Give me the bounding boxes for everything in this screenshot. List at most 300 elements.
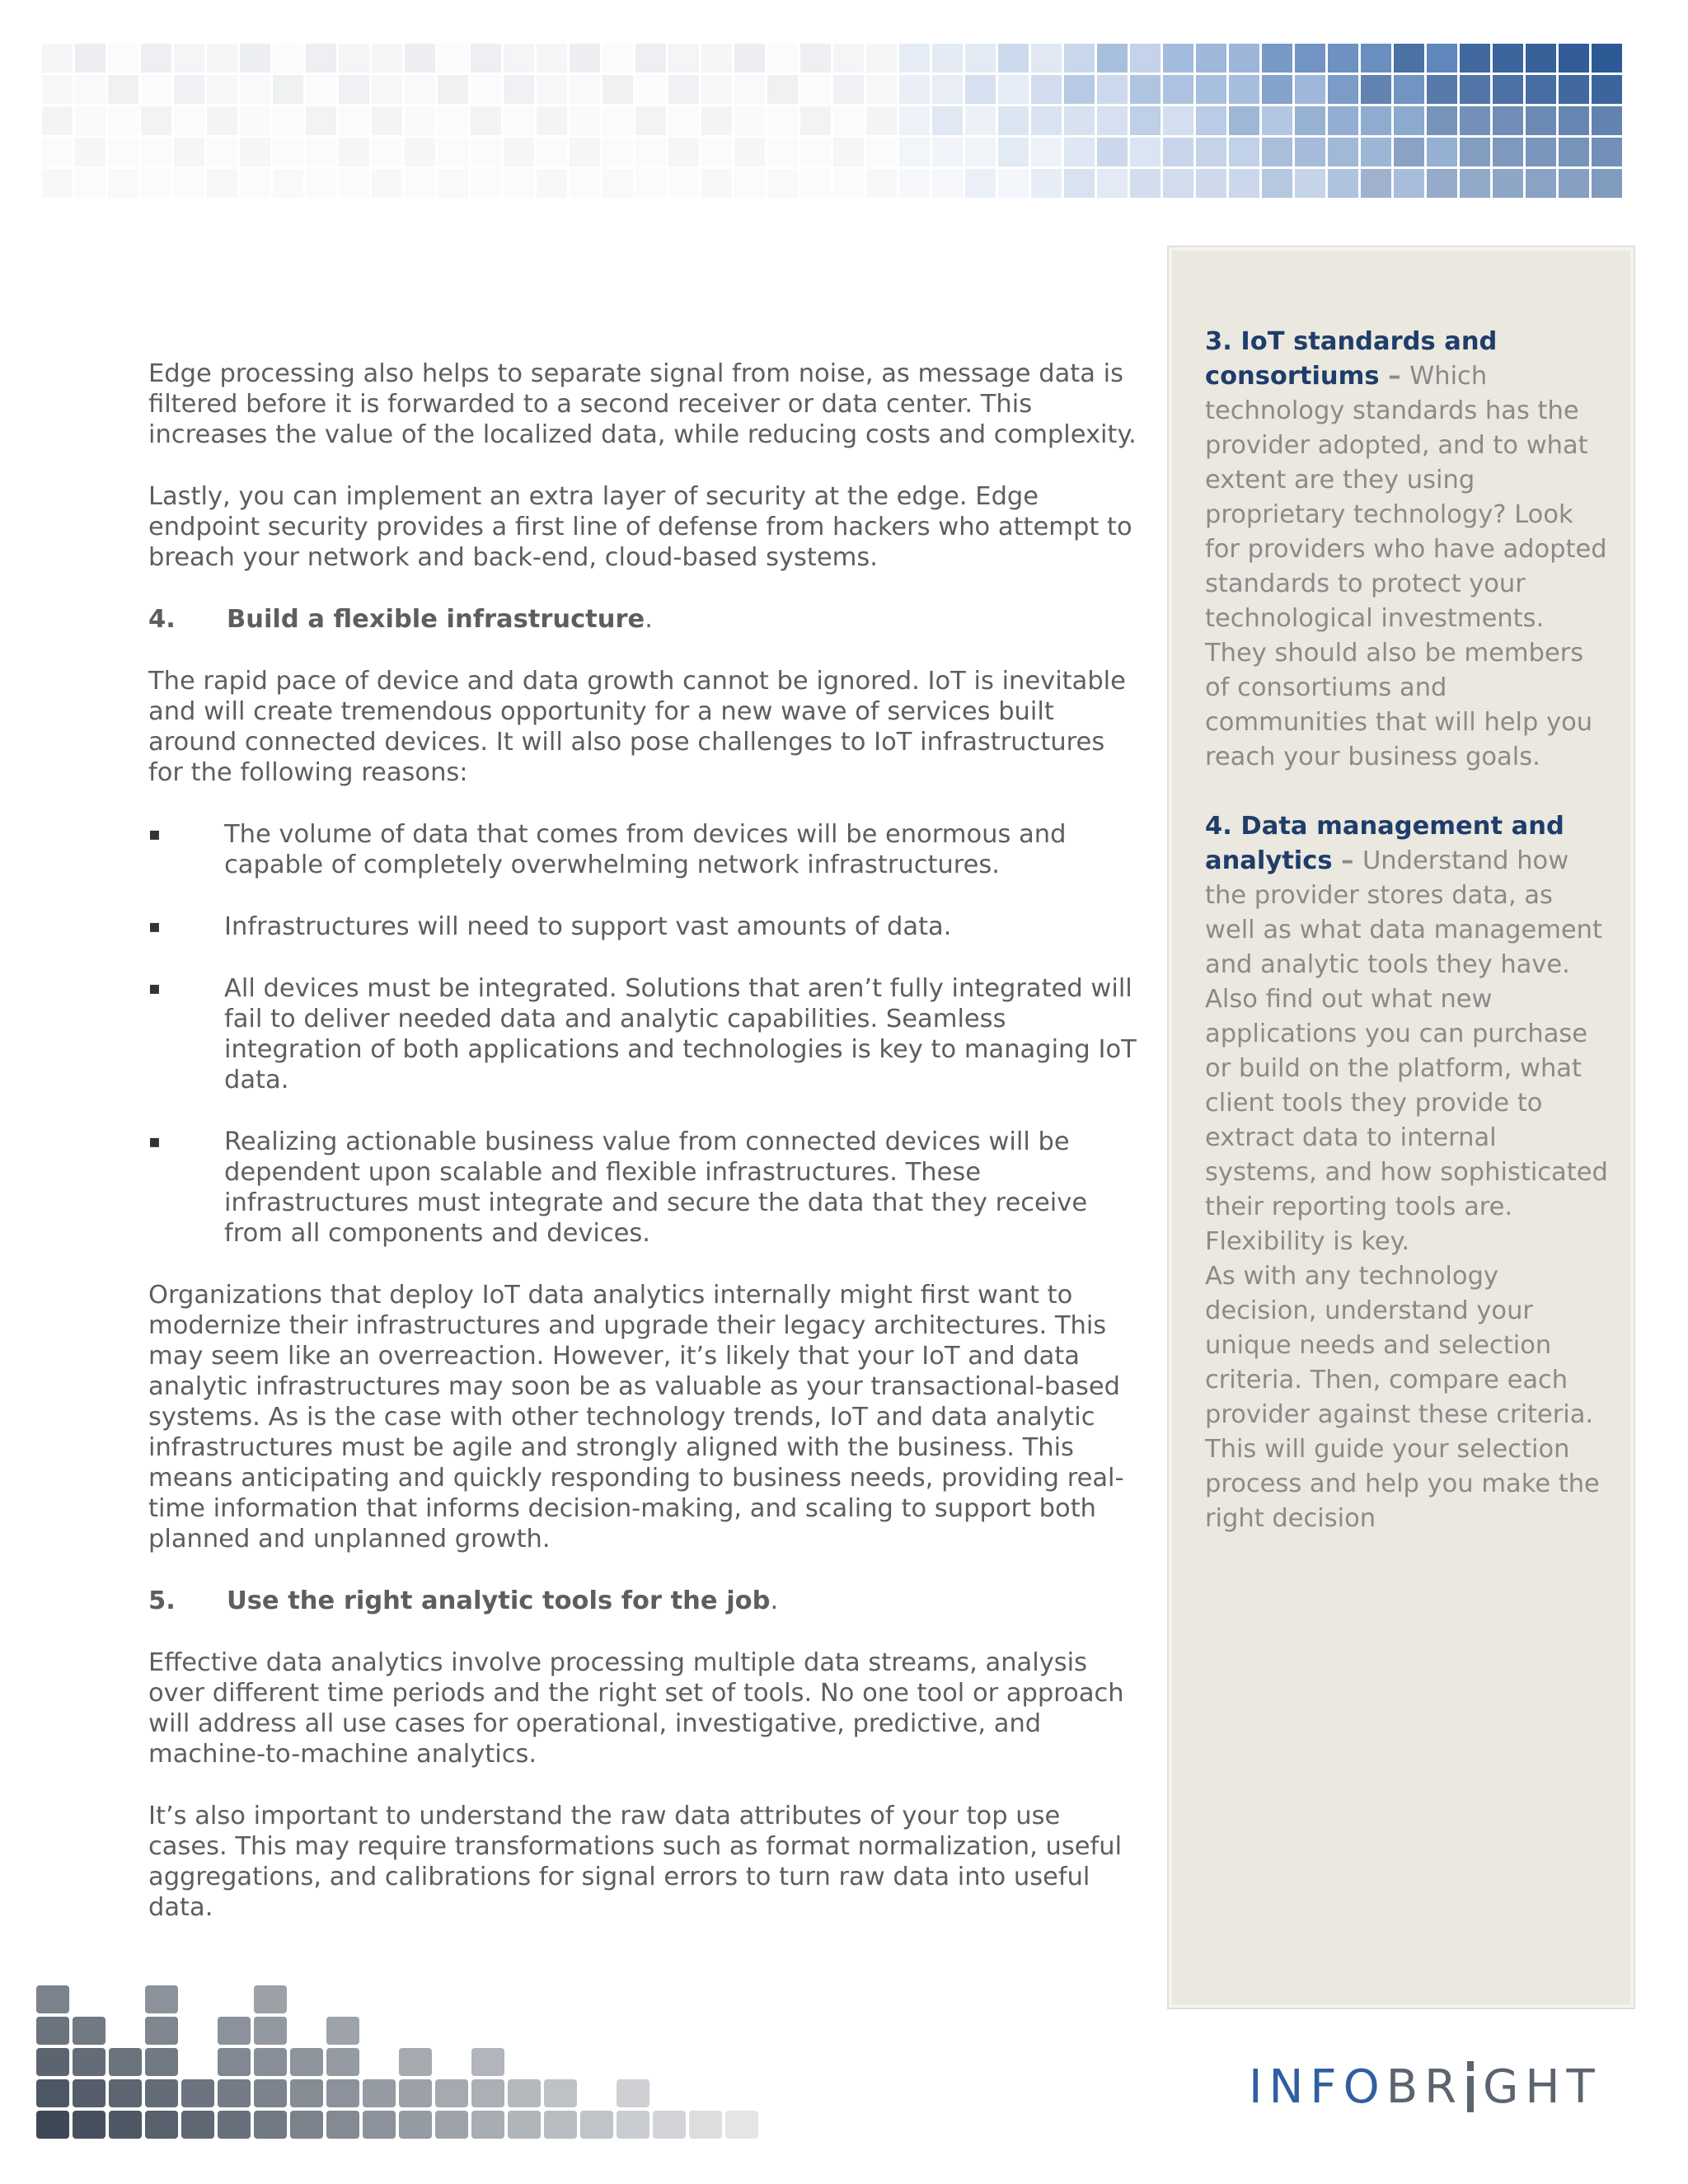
- header-tile: [701, 169, 732, 198]
- header-tile: [866, 169, 897, 198]
- article-body: [148, 359, 1137, 1954]
- header-tile: [1196, 44, 1226, 73]
- footer-tile: [471, 2079, 504, 2107]
- section-number: 5.: [148, 1586, 176, 1615]
- header-tile: [734, 138, 765, 166]
- sidebar-item-body: Understand how the provider stores data, as well as what data management and analytic tools they have. Also find out what new applications you can purchase or build on the platform, what client tools they provide to extract data to internal systems, and how sophisticated their reporting tools are. Flexibility is key.: [1205, 846, 1608, 1256]
- header-tile: [471, 75, 501, 104]
- header-tile: [1361, 169, 1391, 198]
- section-title: Use the right analytic tools for the job: [227, 1586, 771, 1615]
- header-tile: [1526, 75, 1556, 104]
- header-tile: [405, 138, 435, 166]
- header-tile: [1592, 169, 1622, 198]
- list-item: [148, 973, 1137, 1095]
- sidebar-item-data-management: [1205, 809, 1609, 1259]
- header-tile: [372, 75, 402, 104]
- header-tile: [108, 106, 138, 135]
- header-tile: [899, 169, 930, 198]
- header-tile: [207, 106, 237, 135]
- header-tile: [207, 169, 237, 198]
- header-tile: [1427, 106, 1457, 135]
- header-tile: [1163, 138, 1193, 166]
- list-item: [148, 819, 1137, 880]
- header-tile: [273, 169, 303, 198]
- header-tile: [1559, 44, 1589, 73]
- header-tile: [1130, 106, 1160, 135]
- header-tile: [635, 138, 666, 166]
- header-tile: [306, 106, 336, 135]
- header-tile: [1064, 138, 1095, 166]
- header-tile: [833, 44, 864, 73]
- header-tile: [701, 106, 732, 135]
- header-tile: [1460, 106, 1490, 135]
- header-tile: [504, 138, 534, 166]
- list-item-text: Realizing actionable business value from connected devices will be dependent upon scalable and flexible infrastructures. These infrastructures must integrate and secure the data that they receive from all components and devices.: [224, 1127, 1088, 1248]
- header-tile: [108, 138, 138, 166]
- footer-tile: [109, 2111, 142, 2139]
- header-tile: [273, 75, 303, 104]
- header-tile: [1427, 169, 1457, 198]
- header-tile: [833, 75, 864, 104]
- header-tile: [1064, 106, 1095, 135]
- list-item: [148, 912, 1137, 942]
- logo-i-mark-icon: [1465, 2061, 1476, 2107]
- header-tile: [1196, 75, 1226, 104]
- header-tile: [1097, 138, 1128, 166]
- footer-tile: [36, 2111, 69, 2139]
- header-tile: [932, 138, 963, 166]
- header-tile: [1361, 44, 1391, 73]
- footer-tile: [254, 1985, 287, 2013]
- header-tile: [1031, 44, 1062, 73]
- list-item-text: Infrastructures will need to support vast amounts of data.: [224, 912, 952, 941]
- header-tile: [1559, 169, 1589, 198]
- list-item-text: The volume of data that comes from devices will be enormous and capable of completely overwhelming network infrastructures.: [224, 820, 1067, 879]
- footer-tile: [326, 2017, 359, 2045]
- header-tile: [1163, 169, 1193, 198]
- header-tile: [1361, 138, 1391, 166]
- header-tile: [932, 169, 963, 198]
- footer-tile: [399, 2111, 432, 2139]
- footer-tile: [617, 2079, 649, 2107]
- header-tile: [603, 169, 633, 198]
- footer-tile: [326, 2111, 359, 2139]
- header-tile: [767, 75, 798, 104]
- header-tile: [965, 44, 996, 73]
- header-tile: [800, 75, 831, 104]
- header-tile: [965, 106, 996, 135]
- header-tile: [1592, 106, 1622, 135]
- header-tile: [1592, 138, 1622, 166]
- header-tile: [603, 138, 633, 166]
- header-tile: [1130, 75, 1160, 104]
- header-tile: [108, 169, 138, 198]
- header-tile: [339, 75, 369, 104]
- header-tile: [174, 138, 204, 166]
- footer-tile: [145, 1985, 178, 2013]
- footer-tile: [725, 2111, 758, 2139]
- footer-tile: [544, 2079, 577, 2107]
- footer-tile: [290, 2111, 323, 2139]
- header-tile: [273, 106, 303, 135]
- header-tile: [1493, 106, 1523, 135]
- footer-tile: [36, 2079, 69, 2107]
- header-tile: [504, 169, 534, 198]
- header-tile: [1295, 138, 1325, 166]
- footer-code-banner: [33, 1982, 775, 2147]
- infobright-logo: [1249, 2060, 1601, 2114]
- header-tile: [537, 106, 567, 135]
- header-tile: [767, 106, 798, 135]
- header-tile: [240, 138, 270, 166]
- header-tile: [1394, 44, 1424, 73]
- header-tile: [306, 75, 336, 104]
- header-tile: [570, 106, 600, 135]
- header-tile: [1295, 106, 1325, 135]
- bullet-icon: ▪: [148, 824, 161, 845]
- sidebar-closing: As with any technology decision, understand your unique needs and selection criteria. Then, compare each provider against these criteria. This will guide your selection process and help you make the right decision: [1205, 1262, 1600, 1533]
- header-tile: [866, 106, 897, 135]
- header-tile: [1262, 75, 1292, 104]
- header-tile: [899, 44, 930, 73]
- header-tile: [734, 106, 765, 135]
- header-tile: [833, 106, 864, 135]
- header-tile: [1031, 138, 1062, 166]
- paragraph-raw-data: It’s also important to understand the raw data attributes of your top use cases. This may require transformations such as format normalization, useful aggregations, and calibrations for signal errors to turn raw data into useful data.: [148, 1802, 1123, 1922]
- footer-tile: [363, 2079, 396, 2107]
- header-tile: [1097, 44, 1128, 73]
- header-tile: [438, 44, 468, 73]
- header-tile: [1097, 106, 1128, 135]
- header-tile: [537, 44, 567, 73]
- bullet-icon: ▪: [148, 1132, 161, 1152]
- section-heading-5: [148, 1586, 1137, 1616]
- sidebar-dash: –: [1332, 846, 1362, 875]
- bullet-icon: ▪: [148, 916, 161, 937]
- header-tile: [899, 138, 930, 166]
- header-tile: [504, 106, 534, 135]
- header-tile: [405, 75, 435, 104]
- sidebar-box: [1169, 247, 1634, 2008]
- footer-tile: [544, 2111, 577, 2139]
- header-tile: [1130, 169, 1160, 198]
- header-tile: [471, 44, 501, 73]
- section-title-period: .: [770, 1586, 779, 1615]
- header-tile: [339, 44, 369, 73]
- header-tile: [273, 44, 303, 73]
- header-tile: [603, 44, 633, 73]
- header-tile: [668, 169, 699, 198]
- header-tile: [174, 169, 204, 198]
- footer-tile: [73, 2017, 106, 2045]
- header-tile: [1295, 169, 1325, 198]
- header-tile: [1064, 44, 1095, 73]
- header-tile: [207, 44, 237, 73]
- header-tile: [42, 44, 73, 73]
- footer-tile: [435, 2111, 468, 2139]
- header-tile: [1394, 169, 1424, 198]
- sidebar-dash: –: [1379, 362, 1410, 391]
- header-tile: [1559, 75, 1589, 104]
- header-tile: [537, 75, 567, 104]
- header-tile: [108, 44, 138, 73]
- header-tile: [668, 75, 699, 104]
- footer-tile: [653, 2111, 686, 2139]
- footer-tile: [218, 2017, 251, 2045]
- header-tile: [1031, 106, 1062, 135]
- footer-tile: [508, 2079, 541, 2107]
- header-tile: [1460, 169, 1490, 198]
- header-tile: [833, 138, 864, 166]
- header-tile: [603, 75, 633, 104]
- header-tile: [240, 169, 270, 198]
- footer-tile: [435, 2079, 468, 2107]
- header-tile: [273, 138, 303, 166]
- header-tile: [1493, 169, 1523, 198]
- paragraph-edge-security: Lastly, you can implement an extra layer of security at the edge. Edge endpoint security provides a first line of defense from hackers who attempt to breach your network and back-end, cloud-based systems.: [148, 482, 1132, 572]
- header-tile: [174, 106, 204, 135]
- header-tile: [1427, 75, 1457, 104]
- header-tile: [1526, 169, 1556, 198]
- header-tile: [471, 169, 501, 198]
- sidebar-item-title: 4. Data management and analytics: [1205, 812, 1564, 875]
- header-tile: [668, 106, 699, 135]
- header-tile: [108, 75, 138, 104]
- footer-tile: [36, 2017, 69, 2045]
- header-tile: [240, 75, 270, 104]
- header-tile: [1460, 44, 1490, 73]
- header-tile: [701, 75, 732, 104]
- header-tile: [965, 138, 996, 166]
- bullet-icon: ▪: [148, 978, 161, 999]
- footer-tile: [617, 2111, 649, 2139]
- header-tile: [1427, 138, 1457, 166]
- header-tile: [635, 44, 666, 73]
- header-tile: [174, 75, 204, 104]
- header-tile: [1229, 169, 1259, 198]
- footer-tile: [363, 2111, 396, 2139]
- header-tile: [504, 75, 534, 104]
- header-tile: [438, 75, 468, 104]
- header-tile: [306, 169, 336, 198]
- footer-tile: [254, 2017, 287, 2045]
- header-tile: [141, 75, 171, 104]
- header-tile: [1394, 75, 1424, 104]
- logo-text-part3: GHT: [1483, 2060, 1601, 2114]
- footer-tile: [109, 2079, 142, 2107]
- header-tile: [965, 169, 996, 198]
- header-tile: [42, 138, 73, 166]
- header-tile: [339, 106, 369, 135]
- header-tile: [998, 75, 1029, 104]
- header-tile: [800, 106, 831, 135]
- header-tile: [438, 169, 468, 198]
- header-tile: [1328, 44, 1358, 73]
- header-tile: [767, 138, 798, 166]
- header-tile: [1064, 75, 1095, 104]
- header-tile: [998, 169, 1029, 198]
- header-tile: [174, 44, 204, 73]
- header-tile: [570, 44, 600, 73]
- header-tile: [42, 169, 73, 198]
- header-tile: [1460, 138, 1490, 166]
- paragraph-effective-analytics: Effective data analytics involve processing multiple data streams, analysis over different time periods and the right set of tools. No one tool or approach will address all use cases for operational, investigative, predictive, and machine-to-machine analytics.: [148, 1648, 1124, 1769]
- header-tile: [1361, 106, 1391, 135]
- header-tile: [1328, 138, 1358, 166]
- header-tile: [570, 138, 600, 166]
- header-tile: [75, 44, 106, 73]
- footer-tile: [73, 2079, 106, 2107]
- header-tile: [701, 138, 732, 166]
- header-tile: [899, 106, 930, 135]
- header-tile: [405, 169, 435, 198]
- header-tile: [42, 106, 73, 135]
- header-tile: [866, 75, 897, 104]
- header-tile: [1592, 75, 1622, 104]
- footer-tile: [36, 1985, 69, 2013]
- header-tile: [1031, 75, 1062, 104]
- footer-tile: [145, 2111, 178, 2139]
- header-tile: [141, 106, 171, 135]
- header-tile: [372, 44, 402, 73]
- header-tile: [603, 106, 633, 135]
- header-tile: [1493, 44, 1523, 73]
- header-tile: [635, 169, 666, 198]
- footer-tile: [254, 2079, 287, 2107]
- header-tile: [1163, 106, 1193, 135]
- header-tile: [141, 138, 171, 166]
- header-tile: [635, 75, 666, 104]
- section-heading-4: [148, 604, 1137, 635]
- header-tile: [438, 138, 468, 166]
- header-tile: [75, 106, 106, 135]
- header-tile: [734, 75, 765, 104]
- sidebar-item-title: 3. IoT standards and consortiums: [1205, 327, 1498, 391]
- header-tile: [998, 106, 1029, 135]
- header-tile: [1295, 75, 1325, 104]
- footer-tile: [290, 2048, 323, 2076]
- header-tile: [866, 138, 897, 166]
- header-tile: [833, 169, 864, 198]
- reasons-list: [148, 819, 1137, 1249]
- header-tile: [767, 44, 798, 73]
- header-tile: [701, 44, 732, 73]
- header-tile: [998, 44, 1029, 73]
- footer-tile: [254, 2111, 287, 2139]
- header-tile: [75, 75, 106, 104]
- header-tile: [1064, 169, 1095, 198]
- header-tile: [471, 106, 501, 135]
- header-tile: [668, 44, 699, 73]
- footer-tile: [689, 2111, 722, 2139]
- header-tile: [1196, 106, 1226, 135]
- footer-tile: [471, 2048, 504, 2076]
- header-tile: [537, 169, 567, 198]
- header-tile: [306, 44, 336, 73]
- header-tile: [1196, 169, 1226, 198]
- footer-tile: [73, 2111, 106, 2139]
- footer-tile: [399, 2048, 432, 2076]
- sidebar-item-standards: [1205, 325, 1609, 775]
- header-binary-banner: [40, 41, 1655, 223]
- list-item: [148, 1127, 1137, 1249]
- header-tile: [339, 169, 369, 198]
- header-tile: [141, 44, 171, 73]
- header-tile: [1262, 106, 1292, 135]
- header-tile: [240, 44, 270, 73]
- header-tile: [1229, 75, 1259, 104]
- footer-tile: [218, 2079, 251, 2107]
- footer-tile: [254, 2048, 287, 2076]
- footer-tile: [399, 2079, 432, 2107]
- footer-tile: [218, 2048, 251, 2076]
- header-tile: [932, 44, 963, 73]
- header-tile: [767, 169, 798, 198]
- header-tile: [965, 75, 996, 104]
- paragraph-organizations: Organizations that deploy IoT data analytics internally might first want to modernize their infrastructures and upgrade their legacy architectures. This may seem like an overreaction. However, it’s likely that your IoT and data analytic infrastructures may soon be as valuable as your transactional-based systems. As is the case with other technology trends, IoT and data analytic infrastructures must be agile and strongly aligned with the business. This means anticipating and quickly responding to business needs, providing real-time information that informs decision-making, and scaling to support both planned and unplanned growth.: [148, 1281, 1124, 1554]
- header-tile: [1229, 138, 1259, 166]
- header-tile: [1328, 75, 1358, 104]
- footer-tile: [145, 2048, 178, 2076]
- header-tile: [42, 75, 73, 104]
- paragraph-rapid-pace: The rapid pace of device and data growth cannot be ignored. IoT is inevitable and will create tremendous opportunity for a new wave of services built around connected devices. It will also pose challenges to IoT infrastructures for the following reasons:: [148, 667, 1126, 787]
- header-tile: [405, 106, 435, 135]
- header-tile: [438, 106, 468, 135]
- sidebar-content: [1205, 325, 1609, 1536]
- header-tile: [405, 44, 435, 73]
- header-tile: [635, 106, 666, 135]
- footer-tile: [326, 2079, 359, 2107]
- footer-tile: [36, 2048, 69, 2076]
- header-tile: [998, 138, 1029, 166]
- header-tile: [1592, 44, 1622, 73]
- header-tile: [932, 75, 963, 104]
- header-tile: [1526, 138, 1556, 166]
- header-tile: [734, 169, 765, 198]
- header-tile: [668, 138, 699, 166]
- footer-tile: [290, 2079, 323, 2107]
- header-tile: [372, 169, 402, 198]
- header-tile: [866, 44, 897, 73]
- header-tile: [1526, 106, 1556, 135]
- header-tile: [471, 138, 501, 166]
- header-tile: [1163, 75, 1193, 104]
- header-tile: [570, 169, 600, 198]
- footer-tile: [109, 2048, 142, 2076]
- header-tile: [1196, 138, 1226, 166]
- header-tile: [207, 75, 237, 104]
- header-tile: [372, 138, 402, 166]
- header-tile: [800, 169, 831, 198]
- header-tile: [800, 138, 831, 166]
- footer-tile: [326, 2048, 359, 2076]
- header-tile: [1262, 44, 1292, 73]
- section-title-period: .: [645, 605, 653, 634]
- header-tile: [537, 138, 567, 166]
- header-tile: [1394, 138, 1424, 166]
- header-tile: [141, 169, 171, 198]
- header-tile: [1262, 169, 1292, 198]
- header-tile: [1559, 106, 1589, 135]
- section-number: 4.: [148, 605, 176, 634]
- header-tile: [1328, 169, 1358, 198]
- header-tile: [504, 44, 534, 73]
- logo-text-part2: BR: [1386, 2060, 1464, 2114]
- paragraph-edge-processing: Edge processing also helps to separate signal from noise, as message data is filtered before it is forwarded to a second receiver or data center. This increases the value of the localized data, while reducing costs and complexity.: [148, 359, 1137, 449]
- header-tile: [1361, 75, 1391, 104]
- header-tile: [1163, 44, 1193, 73]
- header-tile: [1130, 44, 1160, 73]
